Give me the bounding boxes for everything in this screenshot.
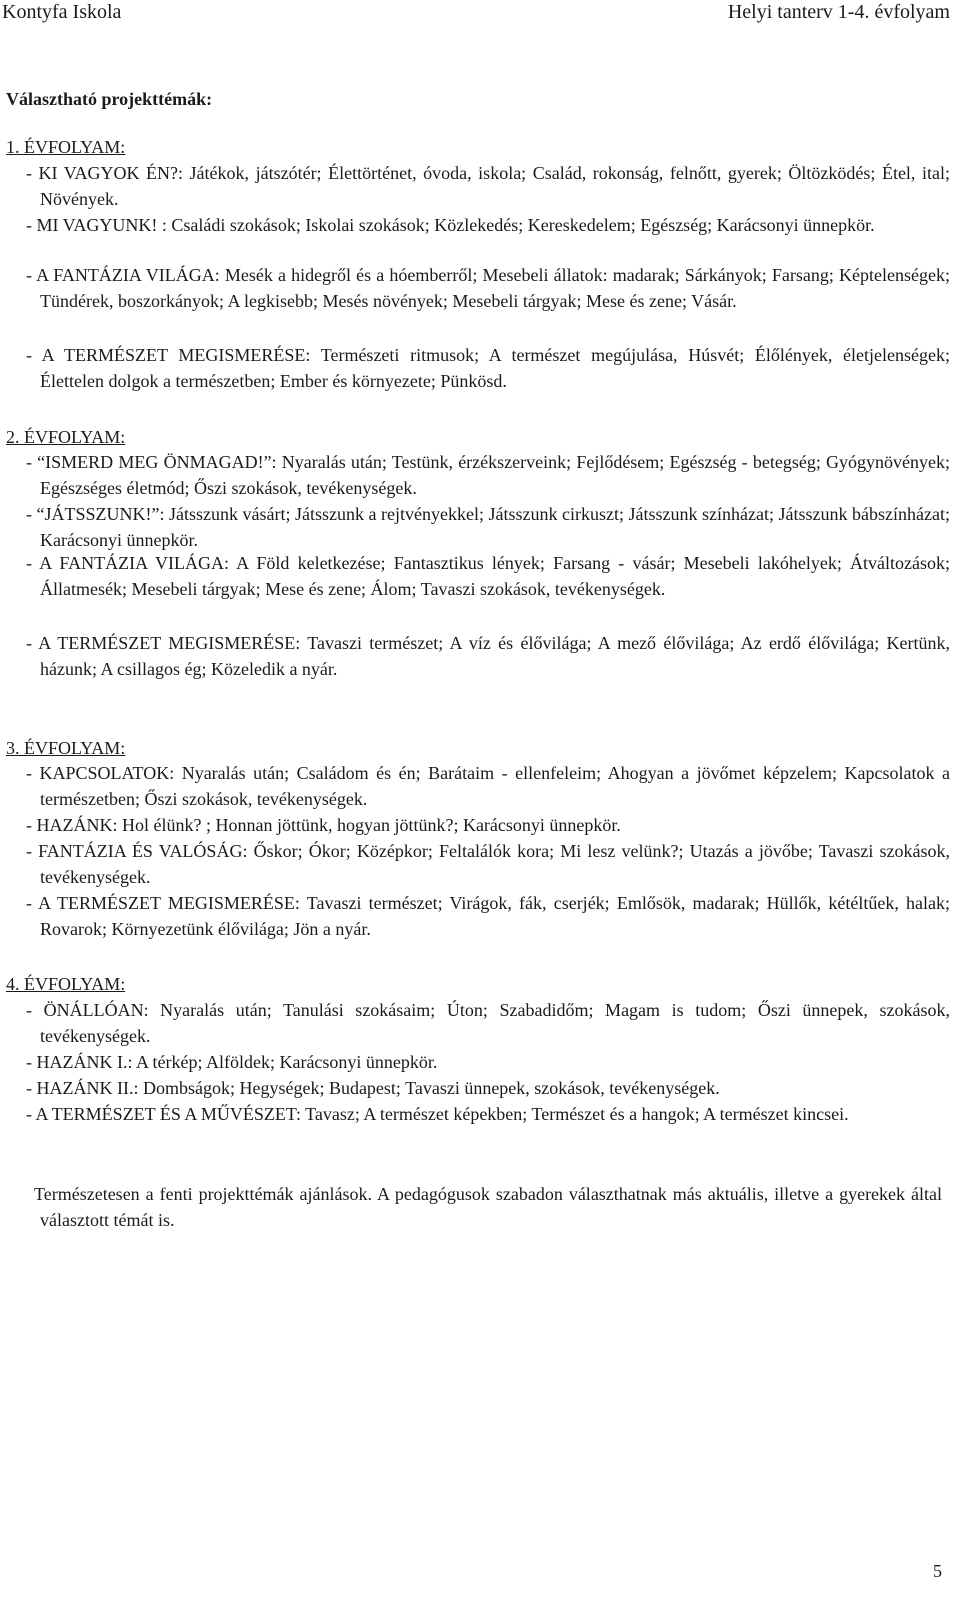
year-3-item-1: - KAPCSOLATOK: Nyaralás után; Családom és én; Barátaim - ellenfeleim; Ahogyan a jövőmet képzelem; Kapcsolatok a természetben; Őszi szokások, tevékenységek. — [26, 763, 950, 809]
header-document-title: Helyi tanterv 1-4. évfolyam — [727, 1, 950, 23]
year-2-item-4: - A TERMÉSZET MEGISMERÉSE: Tavaszi természet; A víz és élővilága; A mező élővilága; Az erdő élővilága; Kertünk, házunk; A csillagos ég; Közeledik a nyár. — [26, 633, 950, 679]
page-number: 5 — [933, 1561, 942, 1581]
year-3-item-4: - A TERMÉSZET MEGISMERÉSE: Tavaszi természet; Virágok, fák, cserjék; Emlősök, madarak; Hüllők, kétéltűek, halak; Rovarok; Környezetünk élővilága; Jön a nyár. — [26, 893, 950, 939]
year-4-item-4: - A TERMÉSZET ÉS A MŰVÉSZET: Tavasz; A természet képekben; Természet és a hangok; A természet kincsei. — [26, 1104, 849, 1124]
year-2-heading: 2. ÉVFOLYAM: — [6, 427, 126, 447]
year-3-item-3: - FANTÁZIA ÉS VALÓSÁG: Őskor; Ókor; Középkor; Feltalálók kora; Mi lesz velünk?; Utazás a jövőbe; Tavaszi szokások, tevékenységek. — [26, 841, 950, 887]
year-2-item-3: - A FANTÁZIA VILÁGA: A Föld keletkezése; Fantasztikus lények; Farsang - vásár; Mesebeli lakóhelyek; Átváltozások; Állatmesék; Mesebeli tárgyak; Mese és zene; Álom; Tavaszi szokások, tevékenységek. — [26, 553, 950, 599]
header-school-name: Kontyfa Iskola — [2, 1, 122, 23]
year-3-heading: 3. ÉVFOLYAM: — [6, 738, 126, 758]
year-4-item-1: - ÖNÁLLÓAN: Nyaralás után; Tanulási szokásaim; Úton; Szabadidőm; Magam is tudom; Őszi ünnepek, szokások, tevékenységek. — [26, 1000, 950, 1046]
year-3-item-2: - HAZÁNK: Hol élünk? ; Honnan jöttünk, hogyan jöttünk?; Karácsonyi ünnepkör. — [26, 815, 621, 835]
year-2-item-2: - “JÁTSSZUNK!”: Játsszunk vásárt; Játsszunk a rejtvényekkel; Játsszunk cirkuszt; Játsszunk színházat; Játsszunk bábszínházat; Karácsonyi ünnepkör. — [26, 504, 950, 550]
year-4-heading: 4. ÉVFOLYAM: — [6, 974, 126, 994]
page-title: Választható projekttémák: — [6, 89, 213, 109]
year-2-item-1: - “ISMERD MEG ÖNMAGAD!”: Nyaralás után; Testünk, érzékszerveink; Fejlődésem; Egészség - betegség; Gyógynövények; Egészséges életmód; Őszi szokások, tevékenységek. — [26, 452, 950, 498]
year-1-item-3: - A FANTÁZIA VILÁGA: Mesék a hidegről és a hóemberről; Mesebeli állatok: madarak; Sárkányok; Farsang; Képtelenségek; Tündérek, boszorkányok; A legkisebb; Mesés növények; Mesebeli tárgyak; Mese és zene; Vásár. — [26, 265, 950, 311]
year-4-item-2: - HAZÁNK I.: A térkép; Alföldek; Karácsonyi ünnepkör. — [26, 1052, 438, 1072]
closing-note: Természetesen a fenti projekttémák ajánlások. A pedagógusok szabadon választhatnak más aktuális, illetve a gyerekek által választott témát is. — [34, 1184, 942, 1230]
year-1-item-4: - A TERMÉSZET MEGISMERÉSE: Természeti ritmusok; A természet megújulása, Húsvét; Élőlények, életjelenségek; Élettelen dolgok a természetben; Ember és környezete; Pünkösd. — [26, 345, 950, 391]
year-1-heading: 1. ÉVFOLYAM: — [6, 137, 126, 157]
year-1-item-2: - MI VAGYUNK! : Családi szokások; Iskolai szokások; Közlekedés; Kereskedelem; Egészség; Karácsonyi ünnepkör. — [26, 215, 875, 235]
year-4-item-3: - HAZÁNK II.: Dombságok; Hegységek; Budapest; Tavaszi ünnepek, szokások, tevékenységek. — [26, 1078, 720, 1098]
page-header — [0, 0, 960, 32]
year-1-item-1: - KI VAGYOK ÉN?: Játékok, játszótér; Élettörténet, óvoda, iskola; Család, rokonság, felnőtt, gyerek; Öltözködés; Étel, ital; Növények. — [26, 163, 950, 209]
